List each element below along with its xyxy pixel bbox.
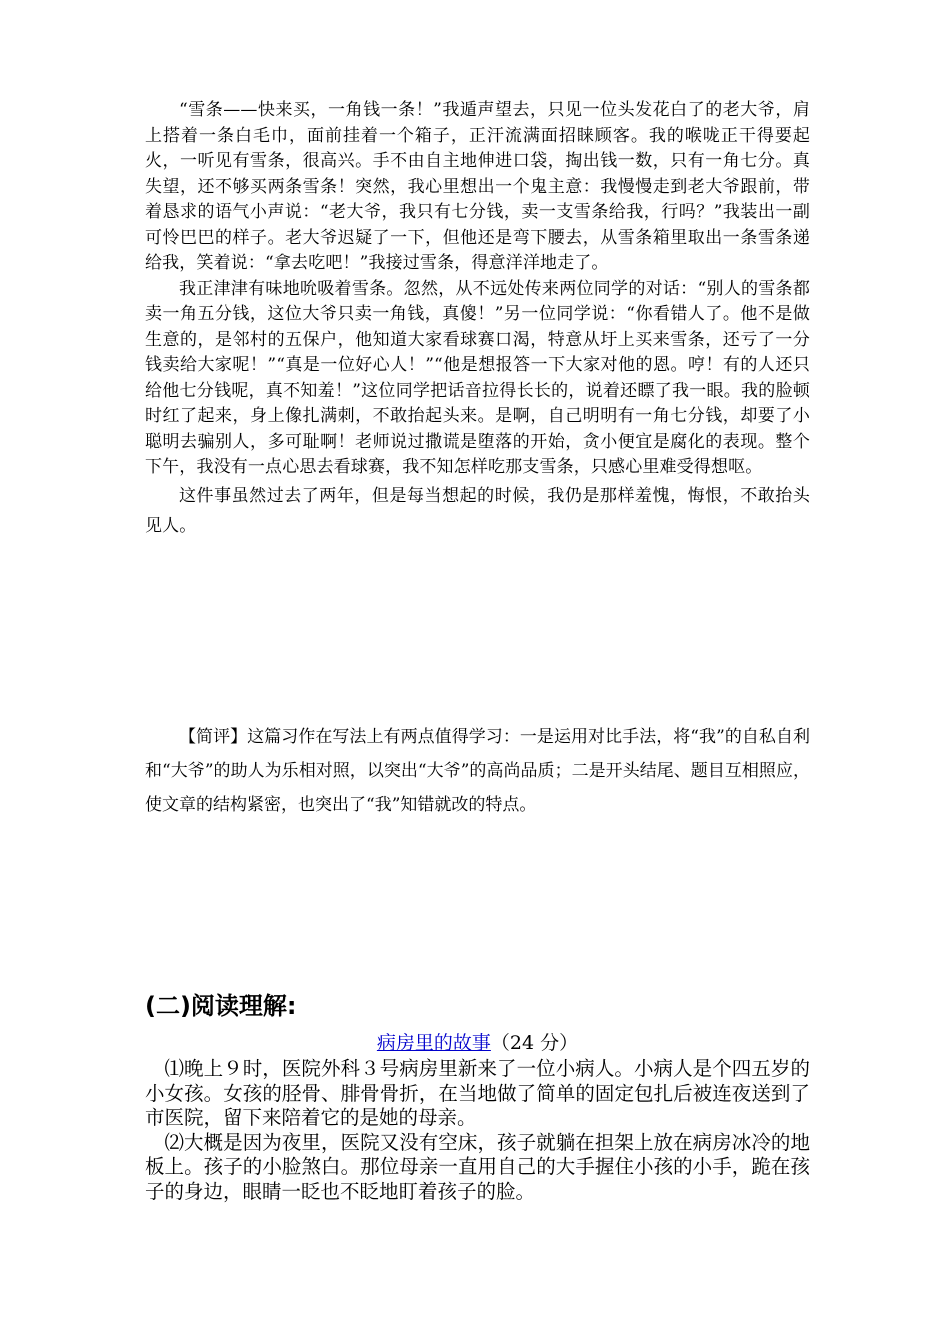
commentary-block [145,720,810,822]
passage-score: （24 分） [490,1032,579,1054]
passage-paragraph: ⑵大概是因为夜里，医院又没有空床，孩子就躺在担架上放在病房冰冷的地板上。孩子的小脸煞白。那位母亲一直用自己的大手握住小孩的小手，跪在孩子的身边，眼睛一眨也不眨地盯着孩子的脸。 [145,1130,810,1203]
story-paragraph: 我正津津有味地吮吸着雪条。忽然，从不远处传来两位同学的对话：“别人的雪条都卖一角五分钱，这位大爷只卖一角钱，真傻！”另一位同学说：“你看错人了。他不是做生意的，是邻村的五保户，他知道大家看球赛口渴，特意从圩上买来雪条，还亏了一分钱卖给大家呢！”“真是一位好心人！”“他是想报答一下大家对他的恩。哼！有的人还只给他七分钱呢，真不知羞！”这位同学把话音拉得长长的，说着还瞟了我一眼。我的脸顿时红了起来，身上像扎满刺，不敢抬起头来。是啊，自己明明有一角七分钱，却要了小聪明去骗别人，多可耻啊！老师说过撒谎是堕落的开始，贪小便宜是腐化的表现。整个下午，我没有一点心思去看球赛，我不知怎样吃那支雪条，只感心里难受得想呕。 [145,278,810,477]
passage-title [145,1030,810,1056]
commentary-text: 【简评】这篇习作在写法上有两点值得学习：一是运用对比手法，将“我”的自私自利和“大爷”的助人为乐相对照，以突出“大爷”的高尚品质；二是开头结尾、题目互相照应，使文章的结构紧密，也突出了“我”知错就改的特点。 [145,727,810,815]
passage-body [145,1057,810,1204]
section-heading: (二)阅读理解: [145,992,297,1020]
story-paragraph: “雪条——快来买，一角钱一条！”我遁声望去，只见一位头发花白了的老大爷，肩上搭着一条白毛巾，面前挂着一个箱子，正汗流满面招睐顾客。我的喉咙正干得要起火，一听见有雪条，很高兴。手不由自主地伸进口袋，掏出钱一数，只有一角七分。真失望，还不够买两条雪条！突然，我心里想出一个鬼主意：我慢慢走到老大爷跟前，带着恳求的语气小声说：“老大爷，我只有七分钱，卖一支雪条给我，行吗？”我装出一副可怜巴巴的样子。老大爷迟疑了一下，但他还是弯下腰去，从雪条箱里取出一条雪条递给我，笑着说：“拿去吃吧！”我接过雪条，得意洋洋地走了。 [145,100,810,273]
passage-title-link[interactable]: 病房里的故事 [376,1032,491,1054]
story-body [145,98,810,541]
story-paragraph: 这件事虽然过去了两年，但是每当想起的时候，我仍是那样羞愧，悔恨，不敢抬头见人。 [145,485,810,536]
passage-paragraph: ⑴晚上９时，医院外科３号病房里新来了一位小病人。小病人是个四五岁的小女孩。女孩的胫骨、腓骨骨折，在当地做了简单的固定包扎后被连夜送到了市医院，留下来陪着它的是她的母亲。 [145,1057,810,1129]
